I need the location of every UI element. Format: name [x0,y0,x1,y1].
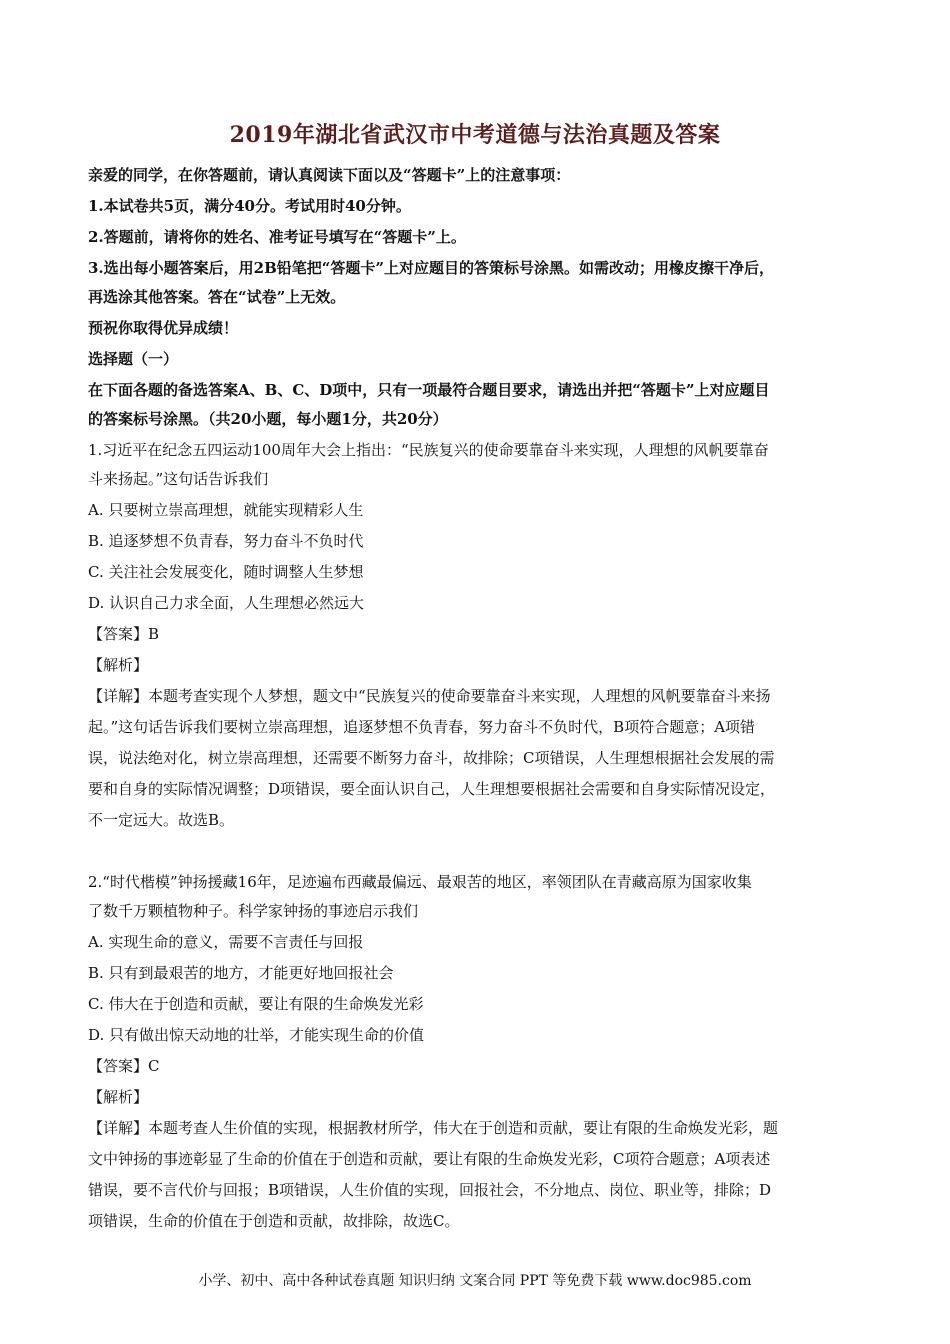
page-title: 2019年湖北省武汉市中考道德与法治真题及答案 [229,122,721,148]
notice-item-2: 2.答题前，请将你的姓名、准考证号填写在“答题卡”上。 [88,228,466,246]
q2-detail-line3: 错误，要不言代价与回报；B项错误，人生价值的实现，回报社会，不分地点、岗位、职业等，排除；D [88,1181,772,1199]
notice-item-3-line1: 3.选出每小题答案后，用2B铅笔把“答题卡”上对应题目的答策标号涂黑。如需改动；用橡皮擦干净后， [88,259,775,277]
q1-detail-line2: 起。”这句话告诉我们要树立崇高理想，追逐梦想不负青春，努力奋斗不负时代，B项符合题意；A项错 [88,718,756,736]
q1-analysis-label: 【解析】 [88,656,149,674]
q1-stem-line1: 1.习近平在纪念五四运动100周年大会上指出：“民族复兴的使命要靠奋斗来实现，人理想的风帆要靠奋 [88,441,769,459]
q2-option-d: D. 只有做出惊天动地的壮举，才能实现生命的价值 [88,1026,425,1044]
notice-intro: 亲爱的同学，在你答题前，请认真阅读下面以及“答题卡”上的注意事项： [88,166,571,184]
q2-analysis-label: 【解析】 [88,1088,149,1106]
page-footer: 小学、初中、高中各种试卷真题 知识归纳 文案合同 PPT 等免费下载 www.doc985.com [198,1273,752,1289]
notice-item-3-line2: 再选涂其他答案。答在“试卷”上无效。 [88,288,346,306]
q1-detail-line3: 误，说法绝对化，树立崇高理想，还需要不断努力奋斗，故排除；C项错误，人生理想根据社会发展的需 [88,749,775,767]
q1-option-b: B. 追逐梦想不负青春，努力奋斗不负时代 [88,532,364,550]
q1-detail-line4: 要和自身的实际情况调整；D项错误，要全面认识自己，人生理想要根据社会需要和自身实际情况设定， [88,780,776,798]
section-title: 选择题（一） [88,350,179,368]
q2-option-c: C. 伟大在于创造和贡献，要让有限的生命焕发光彩 [88,995,424,1013]
q1-detail-line5: 不一定远大。故选B。 [88,811,235,829]
notice-item-1: 1.本试卷共5页，满分40分。考试用时40分钟。 [88,197,411,215]
q2-detail-line2: 文中钟扬的事迹彰显了生命的价值在于创造和贡献，要让有限的生命焕发光彩，C项符合题意；A项表述 [88,1150,771,1168]
q1-answer: 【答案】B [88,625,160,643]
section-instruction-line1: 在下面各题的备选答案A、B、C、D项中，只有一项最符合题目要求，请选出并把“答题卡”上对应题目 [88,381,770,399]
q2-detail-line4: 项错误，生命的价值在于创造和贡献，故排除，故选C。 [88,1212,460,1230]
q1-option-d: D. 认识自己力求全面，人生理想必然远大 [88,594,365,612]
q1-option-c: C. 关注社会发展变化，随时调整人生梦想 [88,563,364,581]
q2-option-b: B. 只有到最艰苦的地方，才能更好地回报社会 [88,964,394,982]
q1-detail-line1: 【详解】本题考查实现个人梦想，题文中“民族复兴的使命要靠奋斗来实现，人理想的风帆要靠奋斗来扬 [88,687,771,705]
q2-stem-line2: 了数千万颗植物种子。科学家钟扬的事迹启示我们 [88,902,419,920]
q2-detail-line1: 【详解】本题考查人生价值的实现，根据教材所学，伟大在于创造和贡献，要让有限的生命焕发光彩，题 [88,1119,779,1137]
q1-option-a: A. 只要树立崇高理想，就能实现精彩人生 [88,501,364,519]
q2-answer: 【答案】C [88,1057,160,1075]
q2-option-a: A. 实现生命的意义，需要不言责任与回报 [88,933,364,951]
q2-stem-line1: 2.“时代楷模”钟扬援藏16年，足迹遍布西藏最偏远、最艰苦的地区，率领团队在青藏高原为国家收集 [88,873,752,891]
q1-stem-line2: 斗来扬起。”这句话告诉我们 [88,470,269,488]
notice-wish: 预祝你取得优异成绩！ [88,319,239,337]
section-instruction-line2: 的答案标号涂黑。（共20小题，每小题1分，共20分） [88,410,448,428]
